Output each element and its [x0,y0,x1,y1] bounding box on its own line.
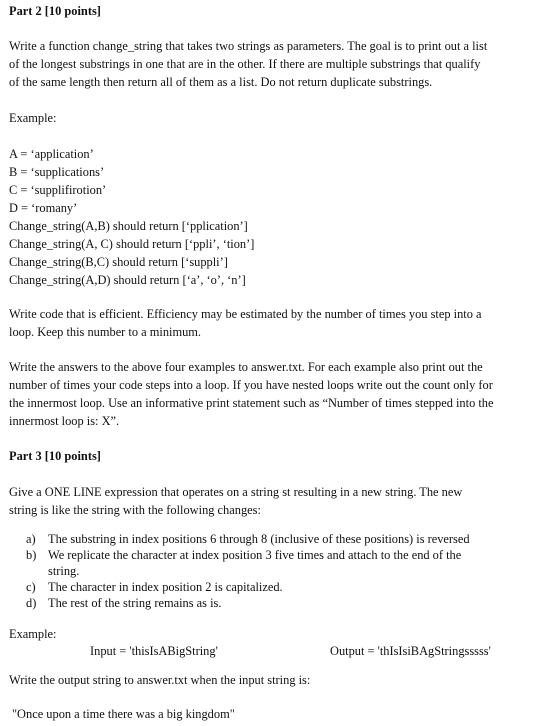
part3-heading: Part 3 [10 points] [9,449,101,463]
change-d-marker: d) [26,596,37,610]
answers-line-4: innermost loop is: X”. [9,414,120,428]
answers-line-3: the innermost loop. Use an informative print statement such as “Number of times stepped into the [9,396,494,410]
example-call-ab: Change_string(A,B) should return [‘pplication’] [9,219,248,233]
example-line-c: C = ‘supplifirotion’ [9,183,107,197]
answers-line-2: number of times your code steps into a loop. If you have nested loops write out the count only for [9,378,493,392]
part3-intro-line-1: Give a ONE LINE expression that operates on a string st resulting in a new string. The new [9,485,463,499]
efficiency-line-1: Write code that is efficient. Efficiency may be estimated by the number of times you step into a [9,307,482,321]
change-b-text-line-2: string. [48,564,80,578]
part3-example-label: Example: [9,627,57,641]
change-a-text: The substring in index positions 6 through 8 (inclusive of these positions) is reversed [48,532,470,546]
efficiency-line-2: loop. Keep this number to a minimum. [9,325,202,339]
part2-intro-line-3: of the same length then return all of them as a list. Do not return duplicate substrings. [9,75,433,89]
change-b-marker: b) [26,548,37,562]
output-instruction: Write the output string to answer.txt when the input string is: [9,673,311,687]
input-string: "Once upon a time there was a big kingdom" [12,707,235,721]
example-call-ad: Change_string(A,D) should return [‘a’, ‘o’, ‘n’] [9,273,246,287]
example-call-bc: Change_string(B,C) should return [‘suppli’] [9,255,228,269]
change-d-text: The rest of the string remains as is. [48,596,222,610]
change-c-marker: c) [26,580,36,594]
example-input: Input = 'thisIsABigString' [90,644,218,658]
part2-intro-line-1: Write a function change_string that takes two strings as parameters. The goal is to print out a list [9,39,488,53]
part2-heading: Part 2 [10 points] [9,4,101,18]
part2-example-label: Example: [9,111,57,125]
example-output: Output = 'thIsIsiBAgStringsssss' [330,644,491,658]
part2-intro-line-2: of the longest substrings in one that are in the other. If there are multiple substrings that qualify [9,57,481,71]
change-a-marker: a) [26,532,36,546]
example-line-b: B = ‘supplications’ [9,165,105,179]
part3-intro-line-2: string is like the string with the following changes: [9,503,261,517]
change-c-text: The character in index position 2 is capitalized. [48,580,283,594]
example-call-ac: Change_string(A, C) should return [‘ppli’, ‘tion’] [9,237,255,251]
answers-line-1: Write the answers to the above four examples to answer.txt. For each example also print out the [9,360,483,374]
example-line-a: A = ‘application’ [9,147,94,161]
example-line-d: D = ‘romany’ [9,201,78,215]
change-b-text-line-1: We replicate the character at index position 3 five times and attach to the end of the [48,548,462,562]
